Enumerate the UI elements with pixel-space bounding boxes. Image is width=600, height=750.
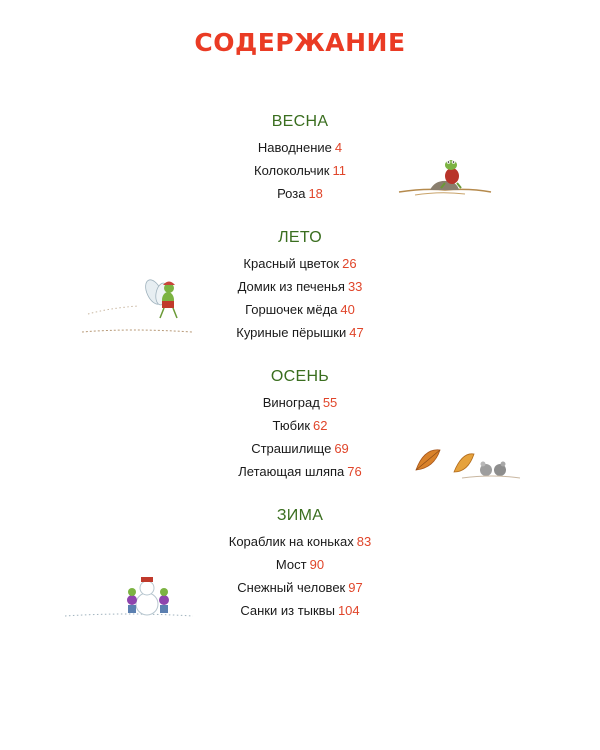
toc-entry[interactable]: [0, 530, 600, 553]
entry-title: Снежный человек: [237, 580, 346, 595]
page-title: СОДЕРЖАНИЕ: [194, 28, 406, 57]
page-number: 83: [356, 534, 372, 549]
entry-title: Домик из печенья: [237, 279, 345, 294]
entry-title: Наводнение: [257, 140, 332, 155]
entry-title: Куриные пёрышки: [236, 325, 347, 340]
frog-on-rock-illustration: [395, 150, 495, 202]
toc-entry[interactable]: [0, 136, 600, 159]
page-number: 69: [334, 441, 349, 456]
page-number: 4: [334, 140, 343, 155]
section-heading: ОСЕНЬ: [270, 368, 330, 385]
page-number: 97: [348, 580, 363, 595]
page-number: 40: [340, 302, 355, 317]
page-number: 26: [342, 256, 357, 271]
page-number: 33: [347, 279, 363, 294]
page-number: 90: [309, 557, 325, 572]
flying-cricket-illustration: [80, 270, 195, 334]
entry-title: Летающая шляпа: [238, 464, 345, 479]
entry-title: Виноград: [262, 395, 320, 410]
snowman-illustration: [65, 574, 195, 620]
page-number: 104: [337, 603, 360, 618]
toc-entry[interactable]: [0, 553, 600, 576]
page-number: 62: [313, 418, 328, 433]
entry-title: Страшилище: [251, 441, 332, 456]
leaves-and-mice-illustration: [402, 440, 522, 482]
entry-title: Санки из тыквы: [240, 603, 335, 618]
page-number: 55: [322, 395, 338, 410]
section-heading: ЗИМА: [276, 507, 324, 524]
entry-title: Красный цветок: [243, 256, 340, 271]
entry-title: Тюбик: [272, 418, 311, 433]
entry-title: Колокольчик: [254, 163, 330, 178]
entry-title: Горшочек мёда: [245, 302, 338, 317]
toc-entry[interactable]: [0, 391, 600, 414]
section-heading: ВЕСНА: [271, 113, 329, 130]
page-number: 18: [308, 186, 323, 201]
section-heading: ЛЕТО: [278, 229, 322, 246]
entry-title: Роза: [277, 186, 306, 201]
page-number: 47: [349, 325, 364, 340]
entry-title: Мост: [275, 557, 307, 572]
page-number: 11: [332, 163, 346, 178]
toc-entry[interactable]: [0, 159, 600, 182]
toc-entry[interactable]: [0, 182, 600, 205]
page-number: 76: [347, 464, 362, 479]
entry-title: Кораблик на коньках: [228, 534, 354, 549]
toc-entry[interactable]: [0, 414, 600, 437]
section-spring: [0, 112, 600, 205]
